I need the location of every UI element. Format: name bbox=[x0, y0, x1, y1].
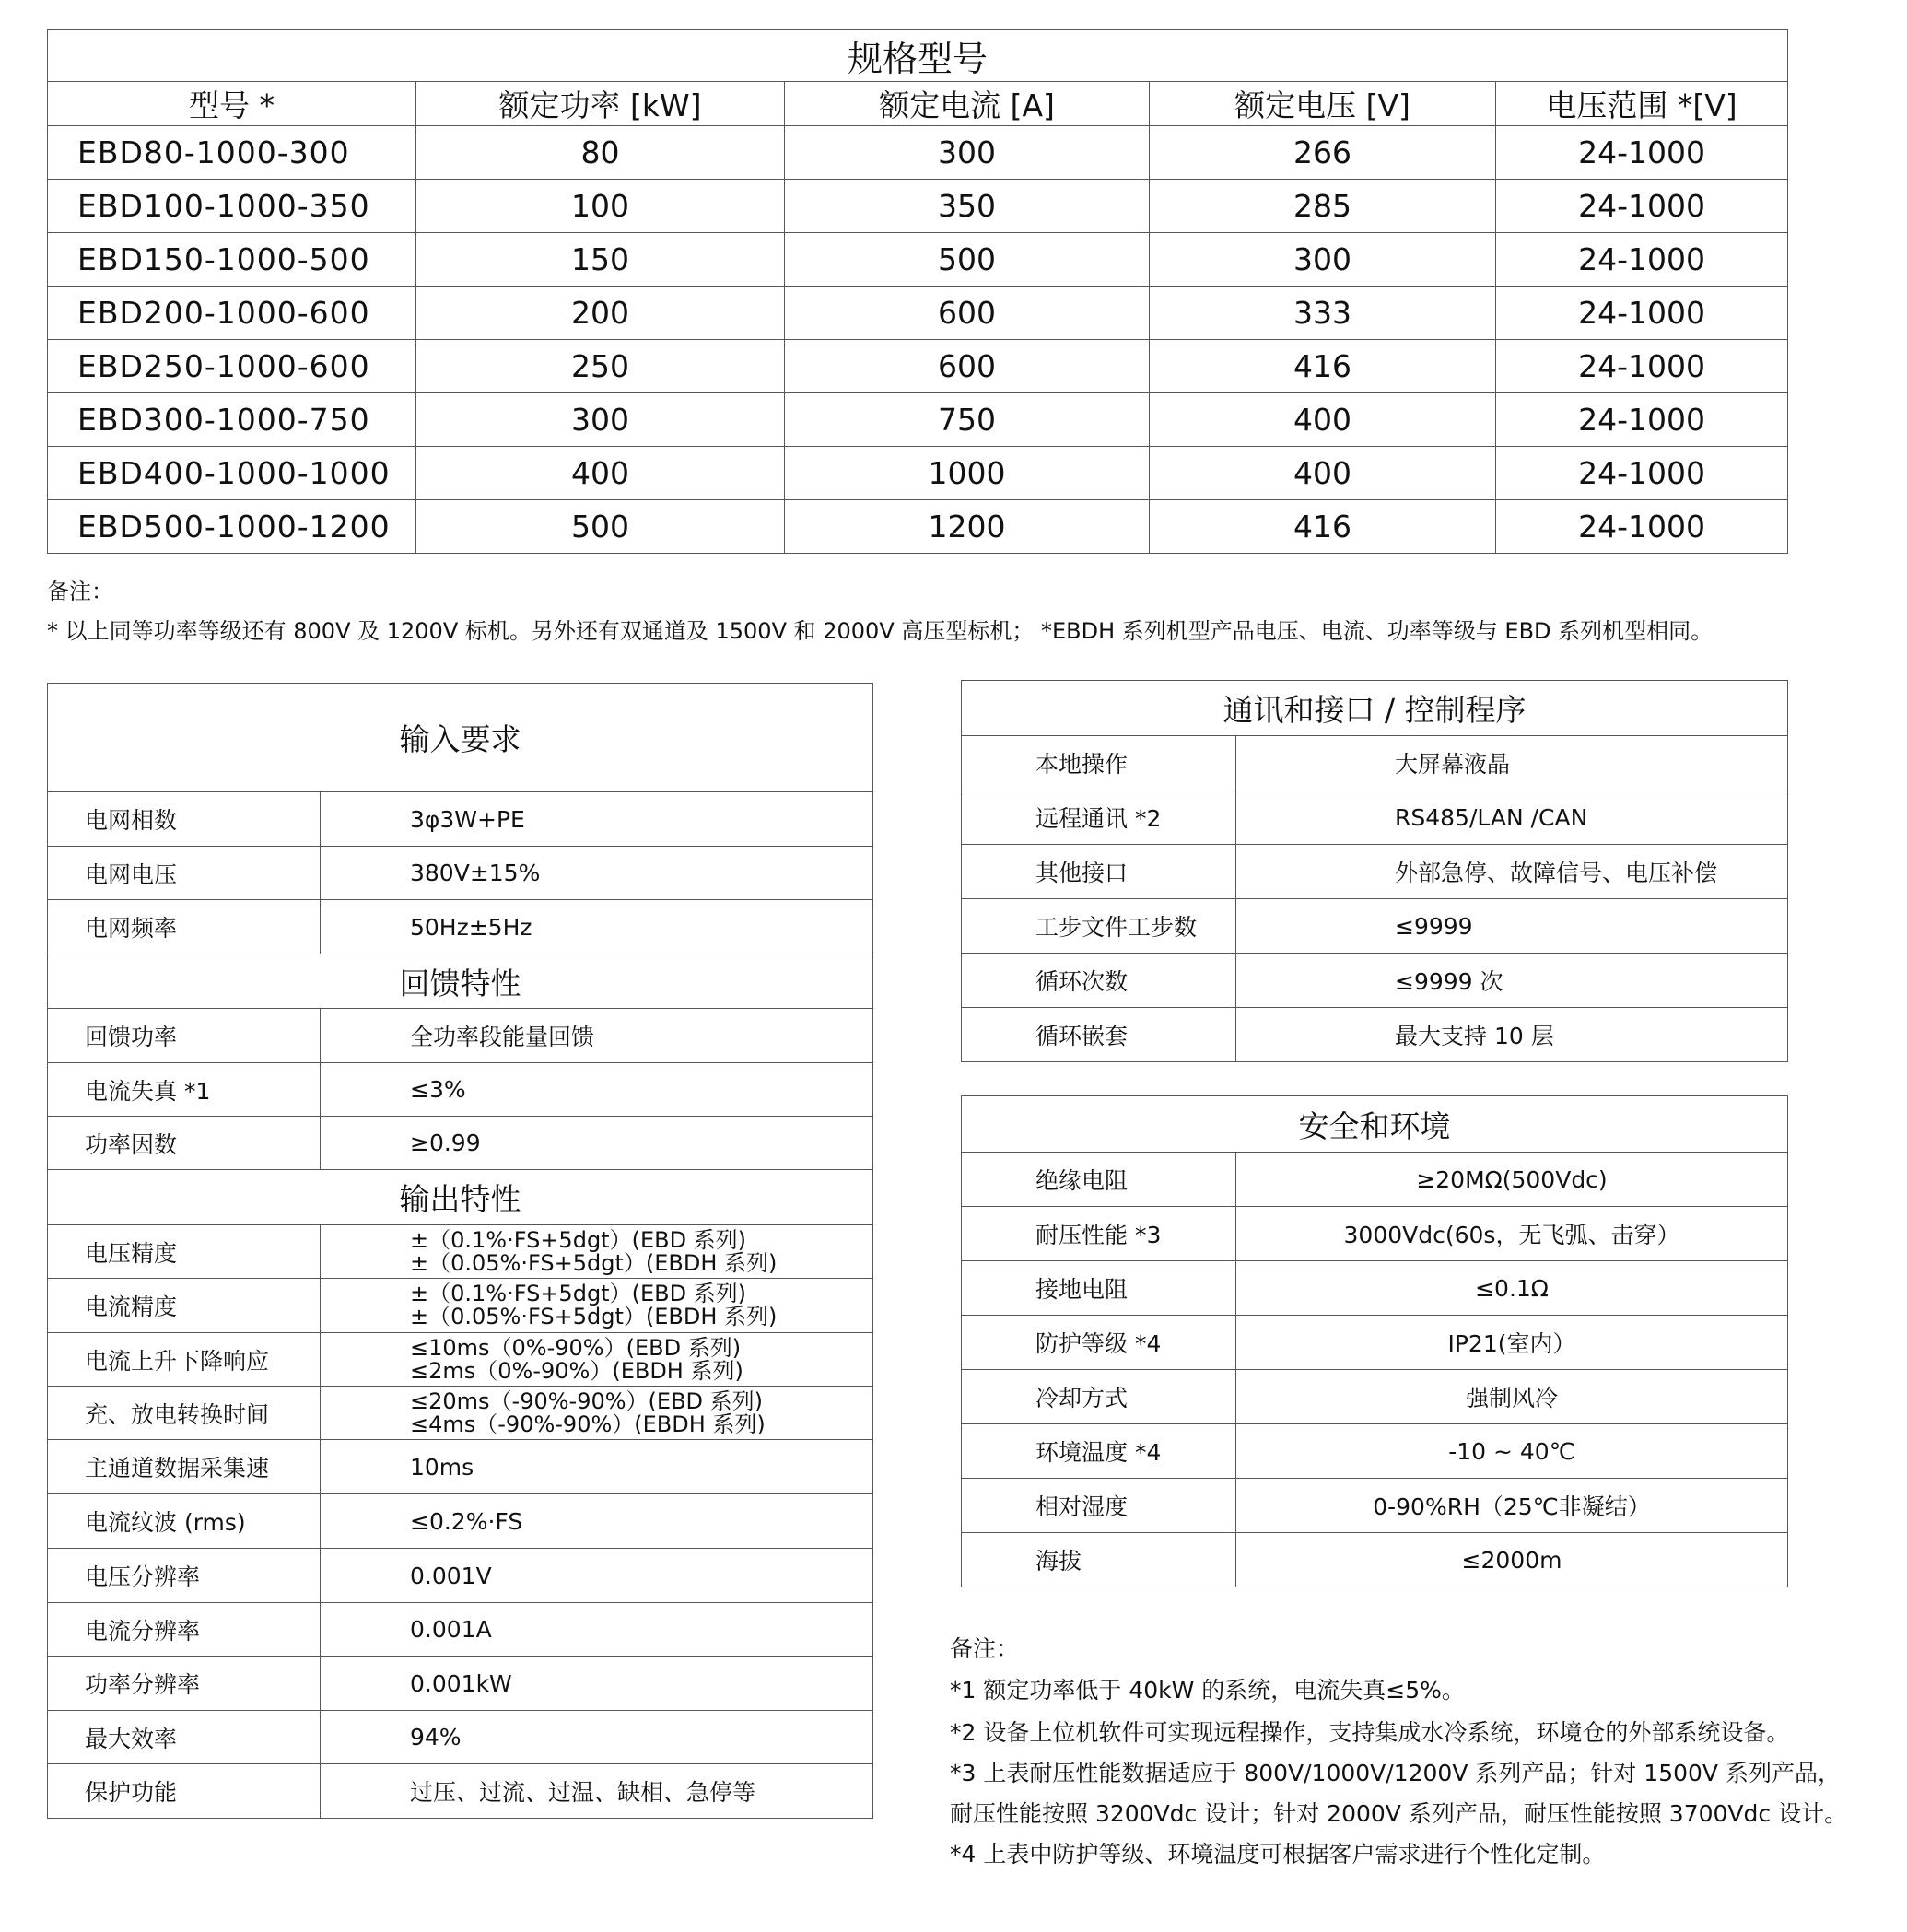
voltage-cell: 416 bbox=[1150, 500, 1496, 554]
table-row bbox=[962, 899, 1788, 954]
table-row bbox=[48, 126, 1788, 180]
table-row bbox=[962, 1533, 1788, 1587]
row-label: 电流分辨率 bbox=[48, 1603, 321, 1657]
row-label: 电流精度 bbox=[48, 1279, 321, 1333]
range-cell: 24-1000 bbox=[1496, 340, 1788, 393]
row-value: ≤9999 bbox=[1236, 899, 1788, 954]
table-row bbox=[48, 1549, 873, 1603]
power-cell: 500 bbox=[416, 500, 785, 554]
table-row bbox=[962, 1261, 1788, 1316]
spec-table bbox=[47, 29, 1788, 554]
model-cell: EBD80-1000-300 bbox=[48, 126, 416, 180]
value-line: ±（0.05%·FS+5dgt）(EBDH 系列) bbox=[410, 1304, 778, 1329]
row-label: 电压精度 bbox=[48, 1225, 321, 1279]
notes-right-line: *3 上表耐压性能数据适应于 800V/1000V/1200V 系列产品；针对 1500V 系列产品， bbox=[950, 1760, 1841, 1786]
row-label: 相对湿度 bbox=[962, 1479, 1236, 1533]
row-label: 绝缘电阻 bbox=[962, 1153, 1236, 1207]
row-label: 海拔 bbox=[962, 1533, 1236, 1587]
table-row bbox=[48, 1711, 873, 1764]
model-cell: EBD250-1000-600 bbox=[48, 340, 416, 393]
communication-table bbox=[961, 680, 1788, 1062]
table-row bbox=[962, 1207, 1788, 1261]
row-value: 3000Vdc(60s，无飞弧、击穿） bbox=[1236, 1207, 1788, 1261]
table-row bbox=[962, 1008, 1788, 1062]
row-label: 保护功能 bbox=[48, 1764, 321, 1819]
feedback-section-title: 回馈特性 bbox=[48, 954, 873, 1009]
voltage-cell: 300 bbox=[1150, 233, 1496, 287]
table-row bbox=[48, 792, 873, 847]
table-row bbox=[48, 447, 1788, 500]
value-line: ≤2ms（0%-90%）(EBDH 系列) bbox=[410, 1357, 743, 1384]
power-cell: 200 bbox=[416, 287, 785, 340]
model-cell: EBD300-1000-750 bbox=[48, 393, 416, 447]
notes-top-line: * 以上同等功率等级还有 800V 及 1200V 标机。另外还有双通道及 1500V 和 2000V 高压型标机； *EBDH 系列机型产品电压、电流、功率等级与 EBD 系列机型相同。 bbox=[47, 618, 1714, 644]
row-label: 最大效率 bbox=[48, 1711, 321, 1764]
table-row bbox=[48, 1279, 873, 1333]
row-value: 3φ3W+PE bbox=[321, 792, 873, 847]
row-value: ≤2000m bbox=[1236, 1533, 1788, 1587]
power-cell: 250 bbox=[416, 340, 785, 393]
value-line: ≤20ms（-90%-90%）(EBD 系列) bbox=[410, 1388, 764, 1414]
model-cell: EBD100-1000-350 bbox=[48, 180, 416, 233]
row-value: 0.001V bbox=[321, 1549, 873, 1603]
notes-right-line: *2 设备上位机软件可实现远程操作，支持集成水冷系统，环境仓的外部系统设备。 bbox=[950, 1719, 1790, 1746]
power-cell: 80 bbox=[416, 126, 785, 180]
voltage-cell: 416 bbox=[1150, 340, 1496, 393]
row-value: 380V±15% bbox=[321, 847, 873, 900]
table-row bbox=[48, 1225, 873, 1279]
row-value: 外部急停、故障信号、电压补偿 bbox=[1236, 845, 1788, 899]
row-label: 电压分辨率 bbox=[48, 1549, 321, 1603]
row-value: 0.001A bbox=[321, 1603, 873, 1657]
row-value: 全功率段能量回馈 bbox=[321, 1009, 873, 1063]
spec-header-model: 型号 * bbox=[48, 82, 416, 126]
row-value: ≤3% bbox=[321, 1063, 873, 1117]
range-cell: 24-1000 bbox=[1496, 126, 1788, 180]
value-line: ±（0.1%·FS+5dgt）(EBD 系列) bbox=[410, 1226, 747, 1253]
output-section-title: 输出特性 bbox=[48, 1170, 873, 1225]
row-value: ≤0.2%·FS bbox=[321, 1494, 873, 1549]
value-line: ±（0.05%·FS+5dgt）(EBDH 系列) bbox=[410, 1249, 778, 1276]
row-label: 循环次数 bbox=[962, 954, 1236, 1008]
voltage-cell: 400 bbox=[1150, 393, 1496, 447]
value-line: ≤4ms（-90%-90%）(EBDH 系列) bbox=[410, 1411, 766, 1437]
table-row bbox=[962, 845, 1788, 899]
model-cell: EBD400-1000-1000 bbox=[48, 447, 416, 500]
table-row bbox=[48, 500, 1788, 554]
table-row bbox=[48, 233, 1788, 287]
row-label: 工步文件工步数 bbox=[962, 899, 1236, 954]
spec-header-power: 额定功率 [kW] bbox=[416, 82, 785, 126]
table-row bbox=[48, 1063, 873, 1117]
notes-right-line: 耐压性能按照 3200Vdc 设计；针对 2000V 系列产品，耐压性能按照 3700Vdc 设计。 bbox=[950, 1800, 1848, 1827]
power-cell: 100 bbox=[416, 180, 785, 233]
row-label: 功率分辨率 bbox=[48, 1657, 321, 1711]
spec-header-voltage: 额定电压 [V] bbox=[1150, 82, 1496, 126]
comm-section-title: 通讯和接口 / 控制程序 bbox=[962, 681, 1788, 736]
row-label: 电网电压 bbox=[48, 847, 321, 900]
table-row bbox=[48, 1440, 873, 1494]
table-row bbox=[962, 1316, 1788, 1370]
current-cell: 600 bbox=[785, 287, 1150, 340]
row-label: 回馈功率 bbox=[48, 1009, 321, 1063]
range-cell: 24-1000 bbox=[1496, 500, 1788, 554]
power-cell: 150 bbox=[416, 233, 785, 287]
value-line: ±（0.1%·FS+5dgt）(EBD 系列) bbox=[410, 1281, 747, 1306]
current-cell: 1000 bbox=[785, 447, 1150, 500]
table-row bbox=[48, 393, 1788, 447]
input-output-table bbox=[47, 683, 873, 1819]
table-row bbox=[962, 790, 1788, 845]
voltage-cell: 333 bbox=[1150, 287, 1496, 340]
row-label: 接地电阻 bbox=[962, 1261, 1236, 1316]
row-label: 充、放电转换时间 bbox=[48, 1387, 321, 1440]
row-value: ≤0.1Ω bbox=[1236, 1261, 1788, 1316]
row-label: 耐压性能 *3 bbox=[962, 1207, 1236, 1261]
current-cell: 500 bbox=[785, 233, 1150, 287]
table-row bbox=[48, 1657, 873, 1711]
current-cell: 600 bbox=[785, 340, 1150, 393]
row-label: 冷却方式 bbox=[962, 1370, 1236, 1424]
row-label: 功率因数 bbox=[48, 1117, 321, 1170]
power-cell: 400 bbox=[416, 447, 785, 500]
spec-header-row bbox=[48, 82, 1788, 126]
row-value: 50Hz±5Hz bbox=[321, 900, 873, 954]
voltage-cell: 400 bbox=[1150, 447, 1496, 500]
current-cell: 1200 bbox=[785, 500, 1150, 554]
row-value bbox=[321, 1225, 873, 1279]
range-cell: 24-1000 bbox=[1496, 393, 1788, 447]
row-label: 其他接口 bbox=[962, 845, 1236, 899]
row-value: 过压、过流、过温、缺相、急停等 bbox=[321, 1764, 873, 1819]
table-row bbox=[48, 1387, 873, 1440]
row-label: 防护等级 *4 bbox=[962, 1316, 1236, 1370]
row-value: 0.001kW bbox=[321, 1657, 873, 1711]
range-cell: 24-1000 bbox=[1496, 447, 1788, 500]
range-cell: 24-1000 bbox=[1496, 287, 1788, 340]
row-label: 电流纹波 (rms) bbox=[48, 1494, 321, 1549]
input-section-title: 输入要求 bbox=[48, 684, 873, 792]
voltage-cell: 285 bbox=[1150, 180, 1496, 233]
table-row bbox=[48, 1009, 873, 1063]
notes-top-label: 备注： bbox=[47, 579, 113, 604]
voltage-cell: 266 bbox=[1150, 126, 1496, 180]
spec-header-current: 额定电流 [A] bbox=[785, 82, 1150, 126]
table-row bbox=[962, 1370, 1788, 1424]
row-value: 94% bbox=[321, 1711, 873, 1764]
notes-right-line: *1 额定功率低于 40kW 的系统，电流失真≤5%。 bbox=[950, 1677, 1465, 1704]
table-row bbox=[962, 1424, 1788, 1479]
table-row bbox=[48, 180, 1788, 233]
spec-title: 规格型号 bbox=[48, 30, 1788, 82]
row-value: ≥20MΩ(500Vdc) bbox=[1236, 1153, 1788, 1207]
row-value: -10 ~ 40℃ bbox=[1236, 1424, 1788, 1479]
row-value: 强制风冷 bbox=[1236, 1370, 1788, 1424]
table-row bbox=[48, 1494, 873, 1549]
table-row bbox=[962, 1479, 1788, 1533]
row-value: IP21(室内） bbox=[1236, 1316, 1788, 1370]
table-row bbox=[48, 287, 1788, 340]
table-row bbox=[48, 900, 873, 954]
row-value: 大屏幕液晶 bbox=[1236, 736, 1788, 790]
table-row bbox=[48, 340, 1788, 393]
notes-right-line: 备注： bbox=[950, 1635, 1020, 1662]
row-label: 远程通讯 *2 bbox=[962, 790, 1236, 845]
table-row bbox=[48, 1117, 873, 1170]
range-cell: 24-1000 bbox=[1496, 180, 1788, 233]
row-value bbox=[321, 1279, 873, 1333]
row-value: 最大支持 10 层 bbox=[1236, 1008, 1788, 1062]
table-row bbox=[48, 1333, 873, 1387]
row-label: 本地操作 bbox=[962, 736, 1236, 790]
current-cell: 300 bbox=[785, 126, 1150, 180]
safety-section-title: 安全和环境 bbox=[962, 1096, 1788, 1153]
row-value: 0-90%RH（25℃非凝结） bbox=[1236, 1479, 1788, 1533]
table-row bbox=[48, 1603, 873, 1657]
row-label: 电流上升下降响应 bbox=[48, 1333, 321, 1387]
model-cell: EBD200-1000-600 bbox=[48, 287, 416, 340]
row-label: 主通道数据采集速 bbox=[48, 1440, 321, 1494]
row-value bbox=[321, 1333, 873, 1387]
power-cell: 300 bbox=[416, 393, 785, 447]
range-cell: 24-1000 bbox=[1496, 233, 1788, 287]
table-row bbox=[48, 1764, 873, 1819]
row-label: 循环嵌套 bbox=[962, 1008, 1236, 1062]
row-label: 环境温度 *4 bbox=[962, 1424, 1236, 1479]
row-label: 电流失真 *1 bbox=[48, 1063, 321, 1117]
row-label: 电网频率 bbox=[48, 900, 321, 954]
current-cell: 750 bbox=[785, 393, 1150, 447]
row-value bbox=[321, 1387, 873, 1440]
row-value: ≤9999 次 bbox=[1236, 954, 1788, 1008]
row-value: RS485/LAN /CAN bbox=[1236, 790, 1788, 845]
table-row bbox=[962, 954, 1788, 1008]
row-value: ≥0.99 bbox=[321, 1117, 873, 1170]
table-row bbox=[962, 1153, 1788, 1207]
table-row bbox=[48, 847, 873, 900]
safety-table bbox=[961, 1095, 1788, 1587]
row-value: 10ms bbox=[321, 1440, 873, 1494]
row-label: 电网相数 bbox=[48, 792, 321, 847]
model-cell: EBD500-1000-1200 bbox=[48, 500, 416, 554]
notes-right-line: *4 上表中防护等级、环境温度可根据客户需求进行个性化定制。 bbox=[950, 1841, 1606, 1868]
table-row bbox=[962, 736, 1788, 790]
model-cell: EBD150-1000-500 bbox=[48, 233, 416, 287]
spec-header-range: 电压范围 *[V] bbox=[1496, 82, 1788, 126]
value-line: ≤10ms（0%-90%）(EBD 系列) bbox=[410, 1334, 742, 1361]
current-cell: 350 bbox=[785, 180, 1150, 233]
